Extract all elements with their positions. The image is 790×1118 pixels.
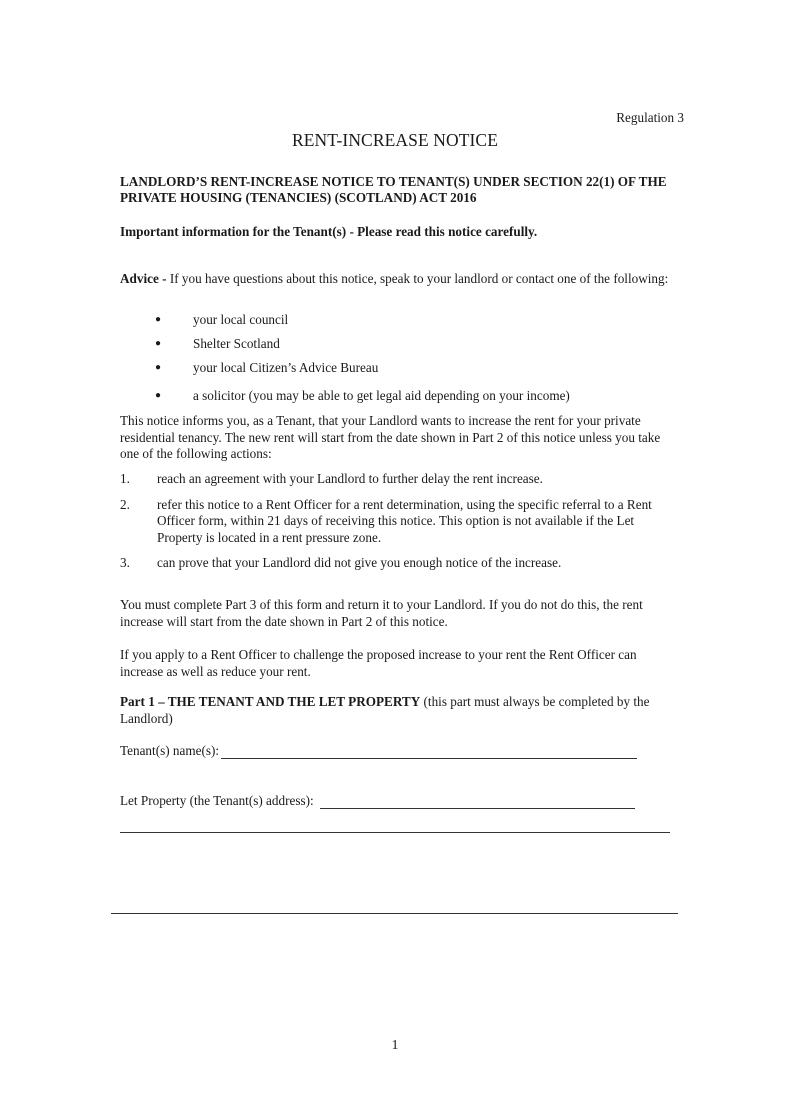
important-info: Important information for the Tenant(s) - Please read this notice carefully. [120, 224, 538, 239]
bullet-icon: ● [155, 362, 162, 373]
bullet-icon: ● [155, 314, 162, 325]
advice-text: If you have questions about this notice, speak to your landlord or contact one of the following: [166, 271, 669, 286]
notice-heading: LANDLORD’S RENT-INCREASE NOTICE TO TENANT(S) UNDER SECTION 22(1) OF THE PRIVATE HOUSING (TENANCIES) (SCOTLAND) ACT 2016 [120, 174, 667, 205]
address-label: Let Property (the Tenant(s) address): [120, 793, 314, 808]
tenant-name-row [120, 743, 637, 759]
part1-title: Part 1 – THE TENANT AND THE LET PROPERTY [120, 694, 421, 709]
address-row [120, 793, 635, 809]
advice-contact-list [155, 312, 570, 412]
action-item: 2. refer this notice to a Rent Officer for a rent determination, using the specific referral to a Rent Officer form, within 21 days of receiving this notice. This option is not available if the Let Property is located in a rent pressure zone. [120, 496, 652, 545]
action-item: 3. can prove that your Landlord did not give you enough notice of the increase. [120, 555, 562, 570]
bullet-icon: ● [155, 338, 162, 349]
advice-paragraph [120, 271, 680, 288]
bullet-icon: ● [155, 390, 162, 401]
list-item: ● your local council [155, 312, 289, 327]
regulation-label: Regulation 3 [616, 110, 684, 125]
action-item: 1. reach an agreement with your Landlord to further delay the rent increase. [120, 471, 543, 486]
intro-paragraph: This notice informs you, as a Tenant, that your Landlord wants to increase the rent for your private residential tenancy. The new rent will start from the date shown in Part 2 of this notice unless you take one of the following actions: [120, 413, 661, 461]
tenant-name-label: Tenant(s) name(s): [120, 743, 220, 758]
list-item: ● Shelter Scotland [155, 336, 280, 351]
tenant-name-field[interactable] [221, 743, 637, 759]
page-title: RENT-INCREASE NOTICE [291, 130, 498, 150]
list-item: ● your local Citizen’s Advice Bureau [155, 360, 379, 375]
address-field-line-3[interactable] [111, 913, 678, 914]
address-field[interactable] [320, 793, 635, 809]
address-field-line-2[interactable] [120, 832, 670, 833]
actions-list [120, 471, 680, 581]
complete-note: You must complete Part 3 of this form and return it to your Landlord. If you do not do this, the rent increase will start from the date shown in Part 2 of this notice. [120, 597, 643, 629]
part1-heading [120, 694, 680, 727]
part1-subtitle: (this part must always be completed by the Landlord) [120, 694, 650, 726]
page-number: 1 [391, 1038, 399, 1053]
apply-note: If you apply to a Rent Officer to challenge the proposed increase to your rent the Rent Officer can increase as well as reduce your rent. [120, 647, 637, 679]
advice-label: Advice - [120, 271, 167, 286]
list-item: ● a solicitor (you may be able to get legal aid depending on your income) [155, 388, 570, 403]
